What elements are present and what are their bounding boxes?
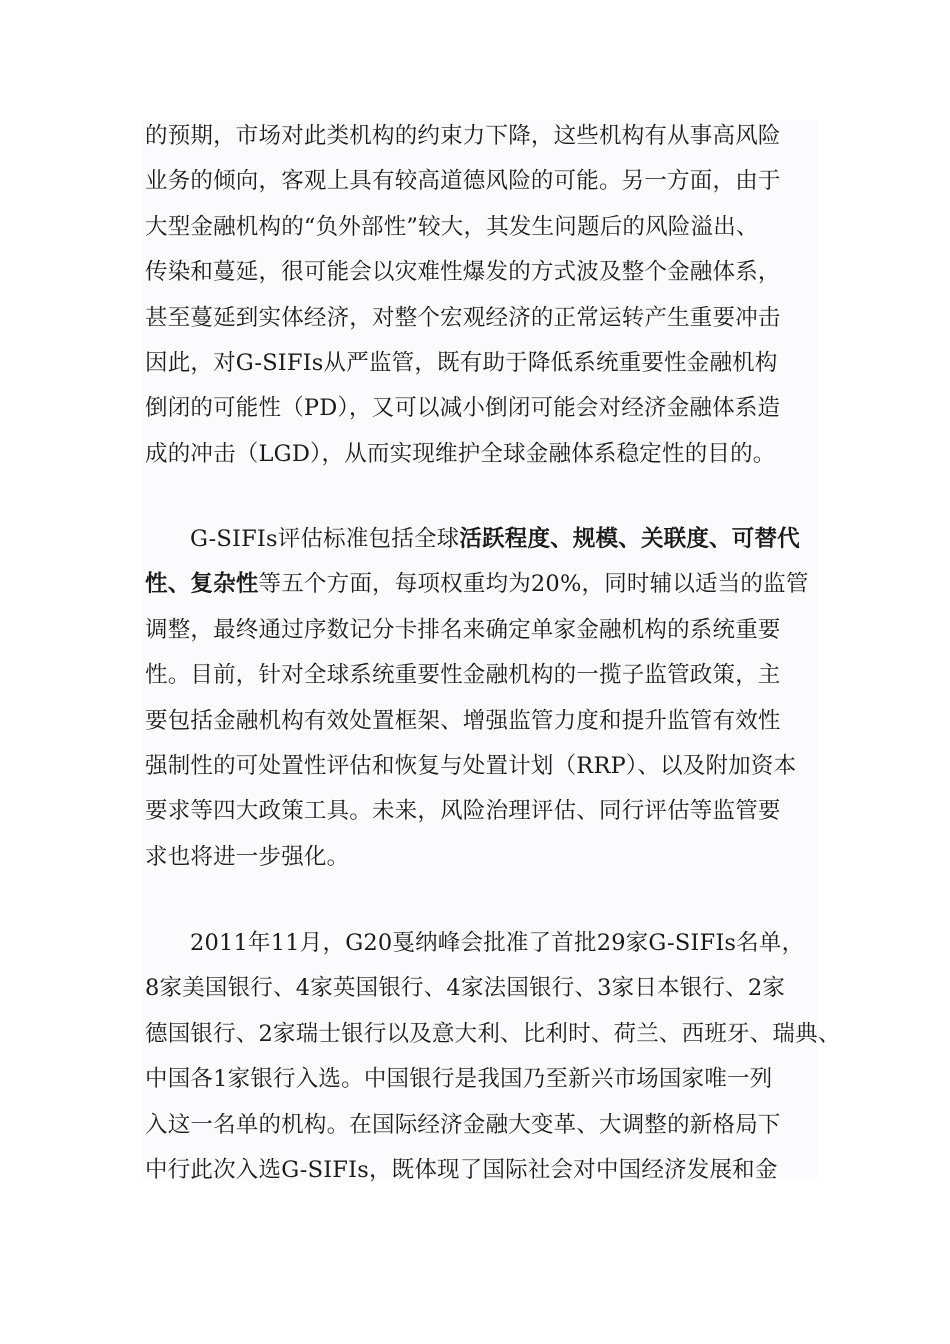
paragraph-assessment-criteria [145, 517, 809, 880]
paragraph-risk-rationale [145, 114, 781, 477]
text-line: 2011年11月，G20戛纳峰会批准了首批29家G-SIFIs名单， [190, 930, 805, 956]
text-line: 要包括金融机构有效处置框架、增强监管力度和提升监管有效性 [145, 707, 781, 734]
text-line: 8家美国银行、4家英国银行、4家法国银行、3家日本银行、2家 [145, 975, 786, 1002]
text-line: 性。目前，针对全球系统重要性金融机构的一揽子监管政策，主 [145, 662, 781, 689]
text-line: 调整，最终通过序数记分卡排名来确定单家金融机构的系统重要 [145, 616, 781, 643]
text-line: 入这一名单的机构。在国际经济金融大变革、大调整的新格局下 [145, 1111, 781, 1138]
text-line: 中行此次入选G-SIFIs，既体现了国际社会对中国经济发展和金 [145, 1156, 778, 1183]
text-line: 中国各1家银行入选。中国银行是我国乃至新兴市场国家唯一列 [145, 1066, 773, 1093]
text-line: 强制性的可处置性评估和恢复与处置计划（RRP）、以及附加资本 [145, 752, 797, 779]
paragraph-g20-list [145, 921, 841, 1193]
text-line: 德国银行、2家瑞士银行以及意大利、比利时、荷兰、西班牙、瑞典、 [145, 1020, 841, 1047]
text-line: 因此，对G-SIFIs从严监管，既有助于降低系统重要性金融机构 [145, 349, 778, 376]
text-line: 大型金融机构的“负外部性”较大，其发生问题后的风险溢出、 [145, 213, 759, 240]
text-line: 的预期，市场对此类机构的约束力下降，这些机构有从事高风险 [145, 123, 781, 149]
bold-criteria-text: 性、复杂性 [145, 571, 259, 598]
text-segment: 等五个方面，每项权重均为20%，同时辅以适当的监管 [258, 571, 809, 598]
text-line: 业务的倾向，客观上具有较高道德风险的可能。另一方面，由于 [145, 168, 781, 195]
text-line [145, 562, 809, 607]
text-line: 传染和蔓延，很可能会以灾难性爆发的方式波及整个金融体系， [145, 259, 781, 286]
text-line: 甚至蔓延到实体经济，对整个宏观经济的正常运转产生重要冲击 [145, 304, 781, 331]
text-line: 倒闭的可能性（PD），又可以减小倒闭可能会对经济金融体系造 [145, 395, 781, 422]
text-line [145, 517, 809, 562]
text-line: 成的冲击（LGD），从而实现维护全球金融体系稳定性的目的。 [145, 440, 776, 467]
text-segment: G-SIFIs评估标准包括全球 [190, 526, 460, 552]
text-line: 要求等四大政策工具。未来，风险治理评估、同行评估等监管要 [145, 798, 781, 825]
bold-criteria-text: 活跃程度、规模、关联度、可替代 [459, 526, 800, 552]
text-line: 求也将进一步强化。 [145, 843, 350, 870]
